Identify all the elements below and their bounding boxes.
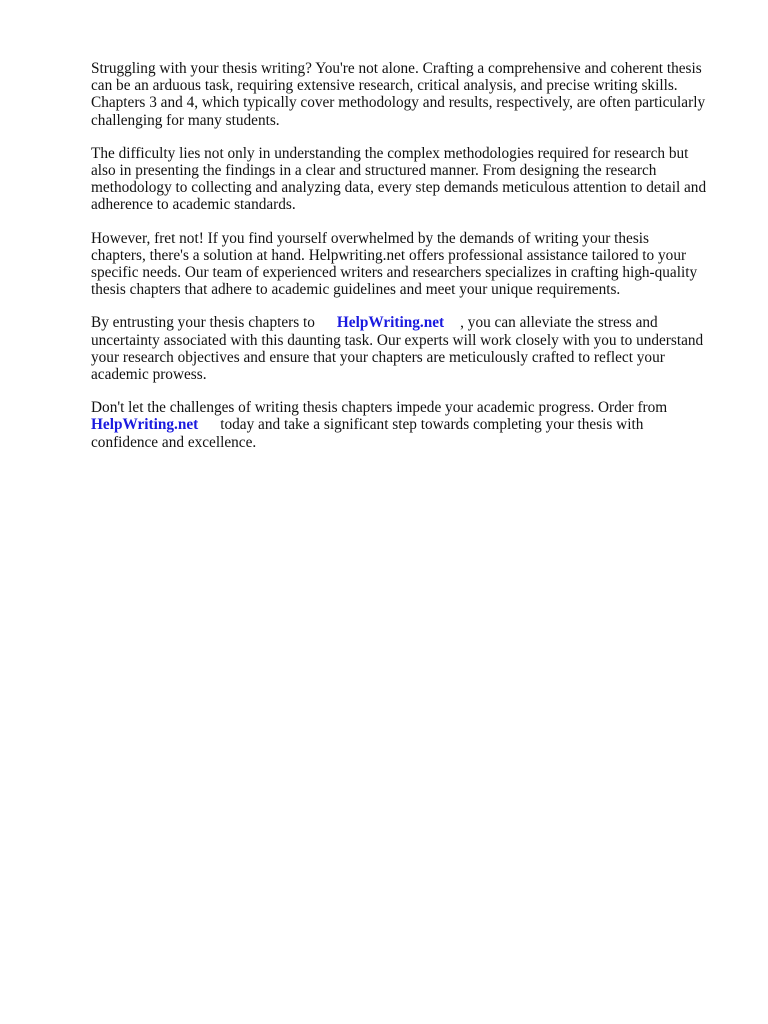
paragraph-5-line-1: Don't let the challenges of writing thesis chapters impede your academic progress. Order from <box>91 399 668 417</box>
paragraph-5-text-after-link: today and take a significant step towards completing your thesis with <box>220 416 644 434</box>
paragraph-1-line-4: challenging for many students. <box>91 111 280 129</box>
paragraph-4-line-1 <box>91 314 731 331</box>
paragraph-2-line-2: also in presenting the findings in a clear and structured manner. From designing the research <box>91 162 657 180</box>
paragraph-5-line-3: confidence and excellence. <box>91 433 257 451</box>
paragraph-3-line-2: chapters, there's a solution at hand. Helpwriting.net offers professional assistance tailored to your <box>91 246 687 264</box>
paragraph-4-line-3: your research objectives and ensure that your chapters are meticulously crafted to reflect your <box>91 348 665 366</box>
paragraph-2 <box>91 145 731 214</box>
paragraph-1-line-1: Struggling with your thesis writing? You're not alone. Crafting a comprehensive and coherent thesis <box>91 60 702 77</box>
helpwriting-order-link[interactable]: HelpWriting.net <box>91 416 199 434</box>
paragraph-4-line-4: academic prowess. <box>91 366 207 384</box>
paragraph-5 <box>91 399 731 451</box>
paragraph-3-line-1: However, fret not! If you find yourself overwhelmed by the demands of writing your thesis <box>91 229 650 247</box>
paragraph-4-text-after-link: , you can alleviate the stress and <box>460 314 658 332</box>
paragraph-1 <box>91 60 731 129</box>
paragraph-2-line-1: The difficulty lies not only in understanding the complex methodologies required for research but <box>91 144 689 162</box>
paragraph-3 <box>91 230 731 299</box>
document-body <box>91 60 731 467</box>
paragraph-4-text-before-link: By entrusting your thesis chapters to <box>91 314 315 332</box>
paragraph-4 <box>91 314 731 383</box>
paragraph-4-line-2: uncertainty associated with this daunting task. Our experts will work closely with you to understand <box>91 331 704 349</box>
paragraph-3-line-3: specific needs. Our team of experienced writers and researchers specializes in crafting high-quality <box>91 264 698 282</box>
helpwriting-link[interactable]: HelpWriting.net <box>336 314 445 332</box>
paragraph-1-line-2: can be an arduous task, requiring extensive research, critical analysis, and precise writing skills. <box>91 77 678 95</box>
paragraph-5-line-2 <box>91 416 731 433</box>
paragraph-2-line-4: adherence to academic standards. <box>91 196 296 214</box>
paragraph-2-line-3: methodology to collecting and analyzing data, every step demands meticulous attention to detail and <box>91 179 707 197</box>
paragraph-1-line-3: Chapters 3 and 4, which typically cover methodology and results, respectively, are often particularly <box>91 94 706 112</box>
paragraph-3-line-4: thesis chapters that adhere to academic guidelines and meet your unique requirements. <box>91 281 621 299</box>
